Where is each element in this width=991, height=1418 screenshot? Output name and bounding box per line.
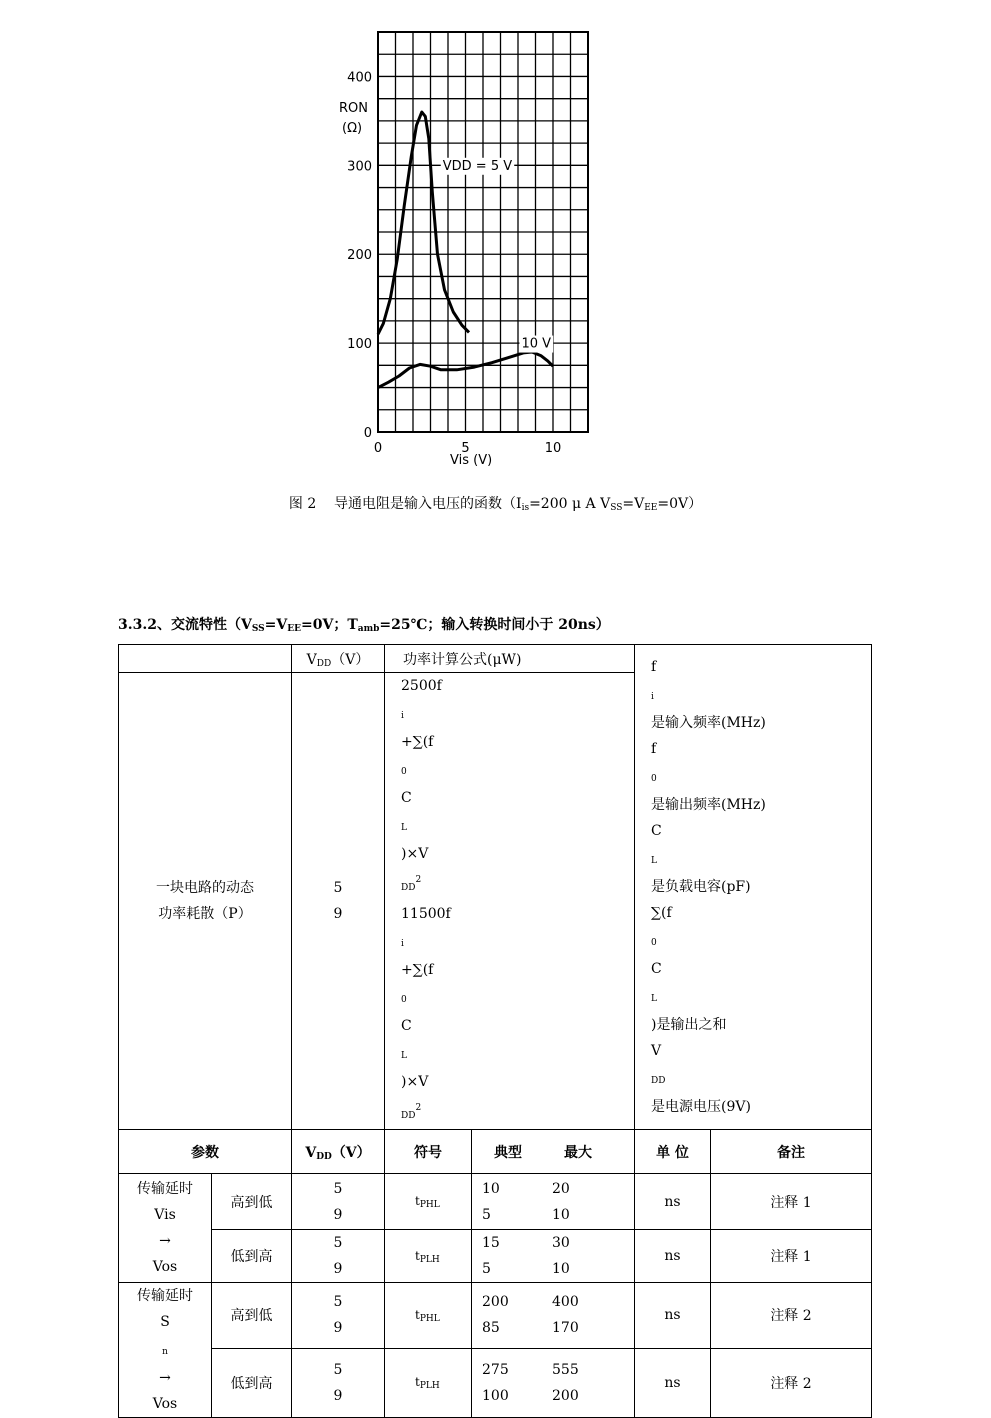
formula-vdd9: 11500f $_i$ +∑(f $_0$ C $_L$ )×V $_{DD}^2$	[401, 906, 451, 1121]
x-tick-label: 5	[461, 441, 470, 456]
chart-grid	[378, 32, 588, 432]
header-symbol: 符号	[385, 1130, 472, 1174]
row-vdd: 5 9	[292, 1348, 385, 1417]
caption-sub-ss: SS	[610, 503, 623, 513]
row-note: 注释 2	[711, 1348, 872, 1417]
power-header-row	[119, 645, 872, 673]
caption-sub-ee: EE	[644, 503, 658, 513]
row-unit: ns	[635, 1348, 711, 1417]
group1-label: 传输延时 Vis → Vos	[119, 1174, 212, 1283]
y-axis-label: RON	[339, 101, 368, 116]
table-row	[119, 1348, 872, 1417]
row-typ-max: 200 400 85 170	[472, 1283, 635, 1349]
section-end: =25℃；输入转换时间小于 20ns）	[379, 617, 610, 633]
row-typ-max: 15 30 5 10	[472, 1230, 635, 1283]
x-tick-label: 0	[373, 441, 383, 456]
y-axis-unit: (Ω)	[342, 121, 363, 136]
power-vdd-header: $V_{DD}(V)$	[292, 645, 385, 673]
row-vdd: 5 9	[292, 1283, 385, 1349]
series-line-0	[378, 112, 469, 334]
x-axis-label: Vis (V)	[450, 453, 493, 468]
table-row	[119, 1230, 872, 1283]
table-row	[119, 1283, 872, 1349]
caption-text: 导通电阻是输入电压的函数（I	[334, 496, 522, 512]
row-vdd: 5 9	[292, 1174, 385, 1230]
power-header-empty	[119, 645, 292, 673]
ron-vs-vis-chart	[330, 20, 600, 470]
param-header-row	[119, 1130, 872, 1174]
header-param: 参数	[119, 1130, 292, 1174]
x-tick-label: 10	[544, 441, 562, 456]
row-direction: 高到低	[212, 1174, 292, 1230]
row-symbol: $t_{PHL}$	[385, 1283, 472, 1349]
power-label: 一块电路的动态 功率耗散（P）	[119, 673, 292, 1130]
annotation-vdd-5v: VDD = 5 V	[442, 158, 513, 174]
note-vdd: V $_{DD}$ 是电源电压(9V)	[651, 1043, 751, 1115]
row-symbol: $t_{PLH}$	[385, 1348, 472, 1417]
y-tick-label: 300	[347, 159, 372, 175]
group2-label: 传输延时 S $_n$ → Vos	[119, 1283, 212, 1418]
section-sub-ss: SS	[251, 624, 265, 634]
section-sub-ee: EE	[287, 624, 301, 634]
row-unit: ns	[635, 1230, 711, 1283]
note-f0: f $_0$ 是输出频率(MHz)	[651, 741, 766, 813]
section-num: 3.3.2、交流特性（V	[118, 617, 252, 633]
formula-vdd5: 2500f $_i$ +∑(f $_0$ C $_L$ )×V $_{DD}^2$	[401, 678, 442, 893]
section-mid1: =V	[264, 617, 288, 633]
ac-characteristics-table	[118, 644, 872, 1418]
caption-end: =0V）	[657, 496, 703, 512]
caption-label: 图 2	[288, 496, 317, 512]
row-unit: ns	[635, 1174, 711, 1230]
section-mid2: =0V；T	[300, 617, 358, 633]
table-row	[119, 1174, 872, 1230]
row-typ-max: 275 555 100 200	[472, 1348, 635, 1417]
header-vdd: $V_{DD}(V)$	[292, 1130, 385, 1174]
row-note: 注释 1	[711, 1174, 872, 1230]
row-typ-max: 10 20 5 10	[472, 1174, 635, 1230]
note-sum: ∑(f $_0$ C $_L$ )是输出之和	[651, 905, 727, 1033]
section-sub-amb: amb	[357, 624, 380, 634]
caption-sub-is: is	[521, 503, 530, 513]
header-typ-max	[472, 1130, 635, 1174]
row-symbol: $t_{PHL}$	[385, 1174, 472, 1230]
row-vdd: 5 9	[292, 1230, 385, 1283]
y-tick-label: 400	[347, 70, 372, 86]
y-tick-label: 0	[363, 426, 372, 441]
header-typ: 典型	[494, 1144, 522, 1161]
y-tick-label: 100	[347, 337, 372, 353]
header-max: 最大	[564, 1144, 592, 1161]
annotation-10v: 10 V	[521, 336, 552, 352]
note-cl: C $_L$ 是负载电容(pF)	[651, 823, 751, 895]
power-formula-header: 功率计算公式(μW)	[385, 645, 635, 673]
note-fi: f $_i$ 是输入频率(MHz)	[651, 659, 766, 731]
row-symbol: $t_{PLH}$	[385, 1230, 472, 1283]
caption-mid: =V	[622, 496, 645, 512]
row-note: 注释 1	[711, 1230, 872, 1283]
y-tick-label: 200	[347, 248, 372, 264]
power-vdd-values: 5 9	[292, 673, 385, 1130]
header-unit: 单 位	[635, 1130, 711, 1174]
row-direction: 高到低	[212, 1283, 292, 1349]
chart-ticks	[347, 70, 561, 456]
power-notes	[635, 645, 872, 1130]
row-direction: 低到高	[212, 1348, 292, 1417]
row-unit: ns	[635, 1283, 711, 1349]
figure-caption	[0, 493, 991, 513]
row-direction: 低到高	[212, 1230, 292, 1283]
caption-rest1: =200 μ A V	[529, 496, 611, 512]
power-formulas	[385, 673, 635, 1130]
row-note: 注释 2	[711, 1283, 872, 1349]
header-notes: 备注	[711, 1130, 872, 1174]
section-title	[118, 614, 610, 634]
